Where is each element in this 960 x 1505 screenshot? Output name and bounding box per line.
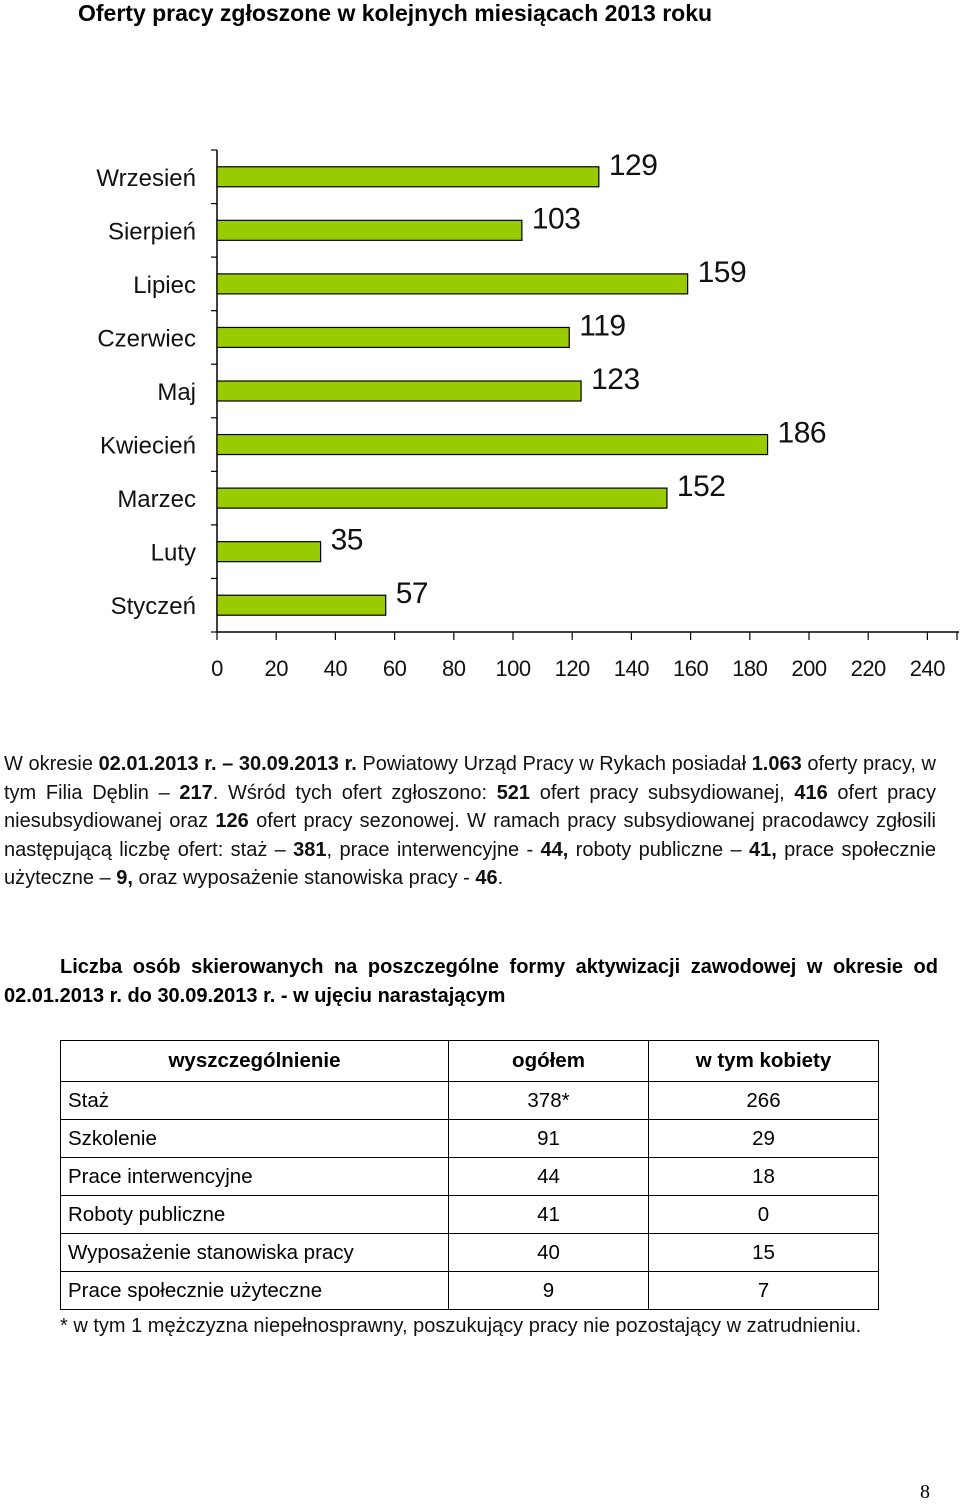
category-label: Marzec [117, 486, 196, 514]
x-tick-label: 220 [850, 656, 886, 681]
text-segment: oferty pracy, w tym Filia Dęblin – [4, 753, 936, 804]
bold-segment: 217 [179, 781, 213, 804]
category-label: Wrzesień [96, 164, 196, 192]
bar [217, 488, 667, 508]
category-label: Luty [150, 539, 196, 567]
table-row [61, 1196, 879, 1234]
women-cell: 18 [649, 1158, 879, 1196]
row-label: Staż [61, 1082, 449, 1120]
summary-paragraph [4, 750, 936, 893]
value-label: 57 [395, 577, 429, 611]
bold-segment: 521 [496, 781, 531, 804]
value-label: 123 [591, 363, 640, 396]
bold-segment: 41, [748, 838, 777, 861]
total-cell: 40 [449, 1234, 649, 1272]
table-row [61, 1082, 879, 1120]
text-segment: . Wśród tych ofert zgłoszono: [212, 781, 497, 804]
row-label: Wyposażenie stanowiska pracy [61, 1234, 449, 1272]
bold-segment: 9, [116, 867, 133, 889]
category-label: Styczeń [110, 593, 196, 621]
women-cell: 29 [649, 1120, 879, 1158]
bold-segment: 02.01.2013 r. – 30.09.2013 r. [98, 753, 357, 775]
x-tick-label: 40 [323, 656, 348, 681]
bold-segment: 44, [540, 838, 569, 861]
row-label: Szkolenie [61, 1120, 449, 1158]
bar-chart [0, 140, 960, 685]
value-label: 186 [777, 416, 827, 450]
category-label: Sierpień [107, 218, 196, 246]
text-segment: roboty publiczne – [568, 838, 749, 861]
category-label: Czerwiec [97, 325, 196, 353]
section-heading: Liczba osób skierowanych na poszczególne formy aktywizacji zawodowej w okresie od 02.01.2013 r. do 30.09.2013 r. - w ujęciu narastającym [4, 956, 938, 1007]
bold-segment: 381 [293, 838, 327, 861]
text-segment: oraz wyposażenie stanowiska pracy - [132, 867, 476, 889]
bold-segment: 126 [215, 810, 249, 832]
bar [217, 274, 688, 294]
table-header-row [61, 1041, 879, 1082]
bar [217, 542, 321, 562]
x-tick-label: 60 [382, 656, 407, 681]
bar [217, 167, 599, 187]
row-label: Roboty publiczne [61, 1196, 449, 1234]
column-header: ogółem [449, 1041, 649, 1082]
x-tick-label: 180 [732, 656, 768, 681]
table-row [61, 1120, 879, 1158]
x-tick-label: 140 [613, 656, 650, 681]
x-tick-label: 160 [672, 656, 709, 681]
value-label: 129 [608, 148, 658, 182]
text-segment: Powiatowy Urząd Pracy w Rykach posiadał [356, 753, 752, 775]
row-label: Prace społecznie użyteczne [61, 1272, 449, 1310]
women-cell: 0 [649, 1196, 879, 1234]
bold-segment: 1.063 [751, 753, 802, 775]
column-header: wyszczególnienie [61, 1041, 449, 1082]
total-cell: 41 [449, 1196, 649, 1234]
x-tick-label: 200 [791, 656, 827, 681]
value-label: 159 [697, 255, 747, 289]
text-segment: ofert pracy subsydiowanej, [530, 781, 795, 804]
category-label: Maj [157, 379, 196, 406]
bold-segment: 416 [794, 781, 828, 804]
total-cell: 91 [449, 1120, 649, 1158]
text-segment: . [497, 867, 504, 889]
text-segment: ofert pracy sezonowej. W ramach pracy subsydiowanej pracodawcy zgłosili następującą liczbę ofert: staż – [4, 810, 936, 861]
x-tick-label: 20 [264, 656, 288, 681]
value-label: 119 [579, 309, 626, 343]
activation-table [60, 1040, 879, 1310]
table-row [61, 1234, 879, 1272]
total-cell: 44 [449, 1158, 649, 1196]
total-cell: 378* [449, 1082, 649, 1120]
bar [217, 327, 569, 347]
x-tick-label: 120 [554, 656, 590, 681]
bold-segment: 46 [475, 867, 498, 889]
text-segment: W okresie [4, 753, 99, 775]
women-cell: 15 [649, 1234, 879, 1272]
value-label: 152 [676, 470, 726, 504]
text-segment: , prace interwencyjne - [326, 838, 541, 861]
text-segment: prace społecznie użyteczne – [4, 838, 937, 889]
bar [217, 381, 581, 401]
category-label: Kwiecień [99, 432, 196, 460]
row-label: Prace interwencyjne [61, 1158, 449, 1196]
value-label: 35 [330, 523, 363, 557]
x-tick-label: 80 [442, 656, 466, 681]
value-label: 103 [531, 202, 581, 236]
footnote: * w tym 1 mężczyzna niepełnosprawny, poszukujący pracy nie pozostający w zatrudnieniu. [60, 1315, 862, 1337]
table-row [61, 1158, 879, 1196]
category-label: Lipiec [133, 271, 196, 299]
column-header: w tym kobiety [649, 1041, 879, 1082]
text-segment: ofert pracy niesubsydiowanej oraz [4, 781, 937, 832]
bar [217, 595, 386, 615]
x-tick-label: 0 [211, 656, 223, 681]
x-tick-label: 240 [909, 656, 946, 681]
page-number: 8 [920, 1481, 930, 1503]
x-tick-label: 100 [495, 656, 531, 681]
bar [217, 435, 768, 455]
women-cell: 266 [649, 1082, 879, 1120]
table-row [61, 1272, 879, 1310]
women-cell: 7 [649, 1272, 879, 1310]
total-cell: 9 [449, 1272, 649, 1310]
bar [217, 220, 522, 240]
page-title: Oferty pracy zgłoszone w kolejnych miesiącach 2013 roku [78, 0, 713, 26]
